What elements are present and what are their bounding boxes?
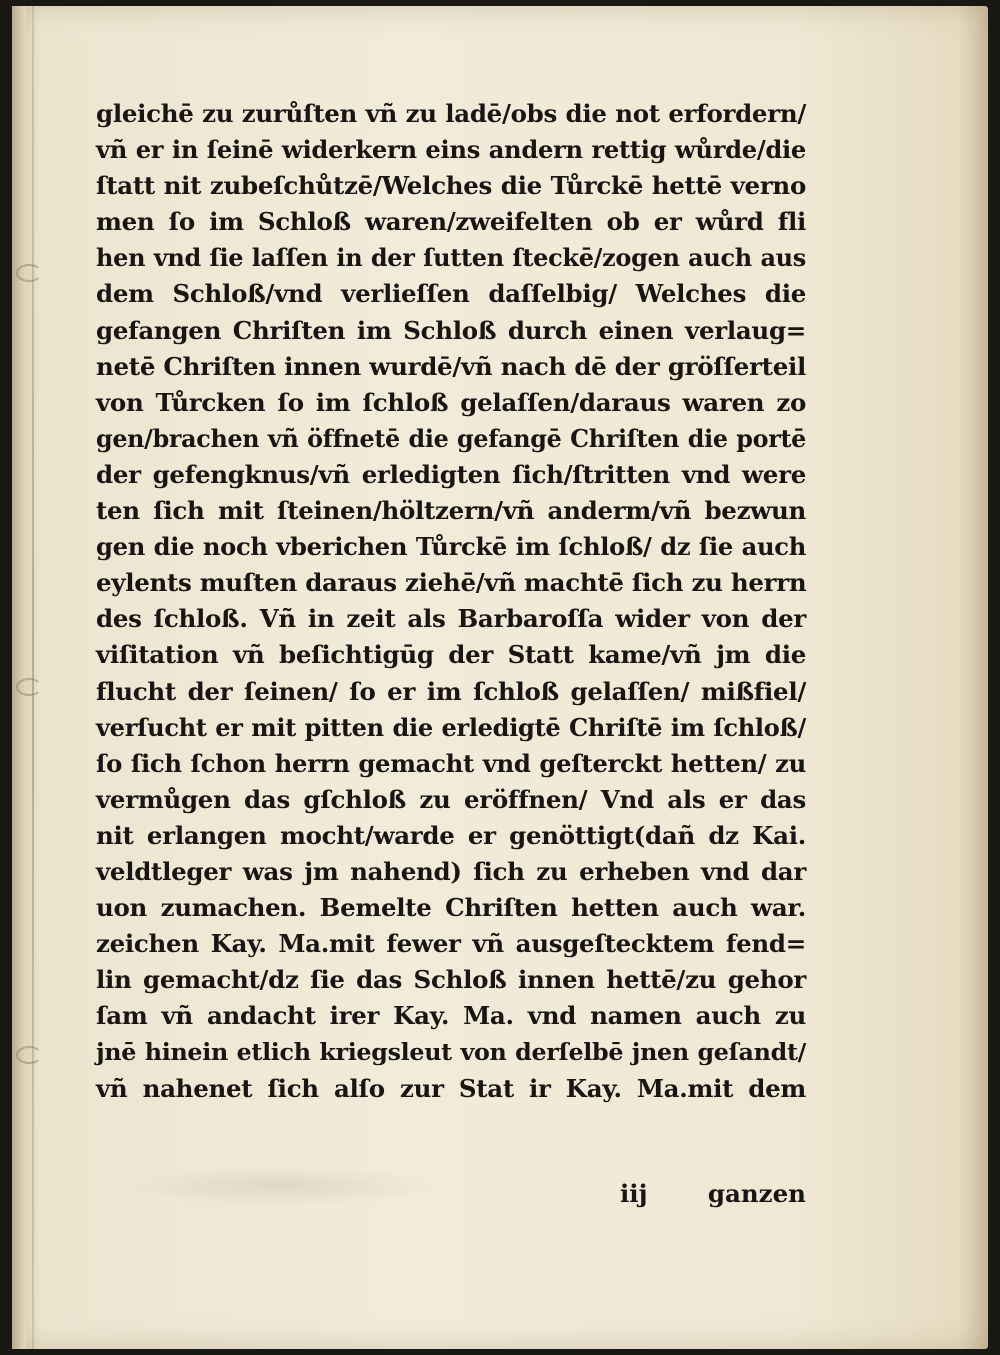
text-line: jnē hinein etlich kriegsleut von derſelbē jnen geſandt/ <box>96 1038 806 1067</box>
text-line: eylents muſten daraus ziehē/vñ machtē ſich zu herrn <box>96 568 807 598</box>
text-line: gen/brachen vñ öffnetē die gefangē Chriſten die portē <box>96 424 806 453</box>
text-line: gefangen Chriſten im Schloß durch einen verlaug= <box>96 315 806 345</box>
text-line: men ſo im Schloß waren/zweifelten ob er wůrd fli <box>96 207 806 237</box>
body-text <box>96 96 806 1107</box>
text-line: ſam vñ andacht irer Kay. Ma. vnd namen auch zu <box>96 1001 806 1031</box>
text-line: ſo ſich ſchon herrn gemacht vnd geſterckt hetten/ zu <box>96 748 806 778</box>
catchword: ganzen <box>707 1179 806 1208</box>
text-line: flucht der ſeinen/ ſo er im ſchloß gelaſſen/ mißfiel/ <box>96 676 806 706</box>
text-line: lin gemacht/dz ſie das Schloß innen hettē/zu gehor <box>96 965 806 995</box>
page-footer <box>96 1176 806 1212</box>
text-line: ten ſich mit ſteinen/höltzern/vñ anderm/vñ bezwun <box>96 496 806 526</box>
text-line: der gefengknus/vñ erledigten ſich/ſtritten vnd were <box>96 459 806 489</box>
text-line: uon zumachen. Bemelte Chriſten hetten auch war. <box>96 893 806 923</box>
text-line: verſucht er mit pitten die erledigtē Chriſtē im ſchloß/ <box>96 712 806 742</box>
text-line: gen die noch vberichen Tůrckē im ſchloß/ dz ſie auch <box>96 532 806 562</box>
text-line: des ſchloß. Vñ in zeit als Barbaroſſa wider von der <box>96 604 806 634</box>
text-line: gleichē zu zurůſten vñ zu ladē/obs die not erfordern/ <box>96 99 806 128</box>
text-line: zeichen Kay. Ma.mit fewer vñ ausgeſtecktem fend= <box>96 929 806 959</box>
text-line: nit erlangen mocht/warde er genöttigt(dañ dz Kai. <box>96 820 806 850</box>
binding-stitch <box>16 264 42 282</box>
binding-stitch <box>16 678 42 696</box>
text-line: dem Schloß/vnd verlieſſen daſſelbig/ Welches die <box>96 279 806 309</box>
text-line: vñ nahenet ſich alſo zur Stat ir Kay. Ma.mit dem <box>96 1073 806 1103</box>
text-line: hen vnd ſie laſſen in der ſutten ſteckē/zogen auch aus <box>96 243 806 273</box>
binding-stitch <box>16 1046 42 1064</box>
text-line: vñ er in ſeinē widerkern eins andern rettig wůrde/die <box>96 135 806 165</box>
text-line: von Tůrcken ſo im ſchloß gelaſſen/daraus waren zo <box>96 387 806 417</box>
text-line: netē Chriſten innen wurdē/vñ nach dē der gröſſerteil <box>96 351 806 381</box>
text-line: vermůgen das gſchloß zu eröffnen/ Vnd als er das <box>96 784 806 814</box>
text-line: ſtatt nit zubeſchůtzē/Welches die Tůrckē hettē verno <box>96 171 806 201</box>
signature-mark: iij <box>620 1179 648 1208</box>
text-line: viſitation vñ beſichtigūg der Statt kame/vñ jm die <box>96 640 806 670</box>
text-line: veldtleger was jm nahend) ſich zu erheben vnd dar <box>96 856 806 886</box>
